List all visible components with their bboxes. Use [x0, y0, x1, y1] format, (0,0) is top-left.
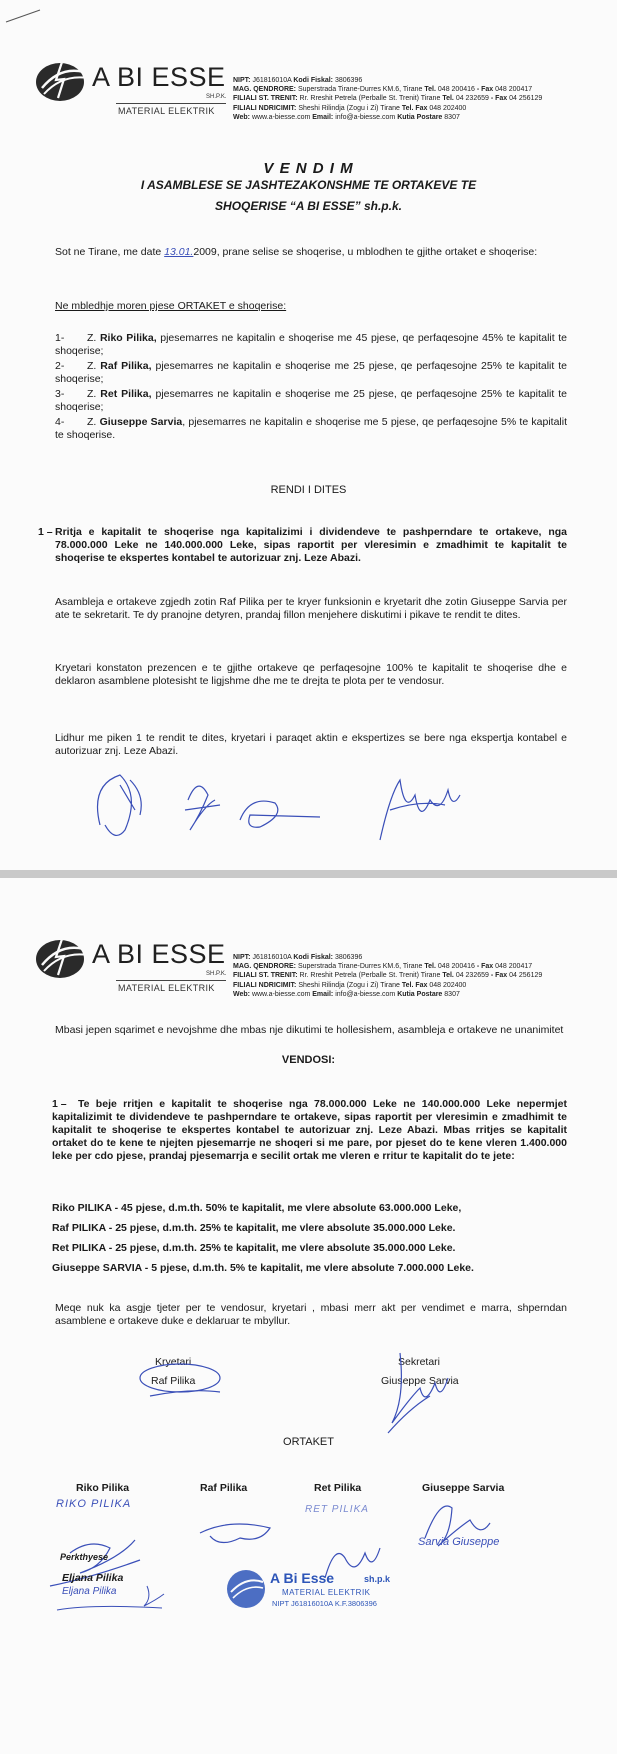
brand-shpk: SH.P.K.: [206, 94, 227, 100]
handwritten-sarvia: Sarvia Giuseppe: [418, 1536, 500, 1548]
document-subtitle-2: SHOQERISE “A BI ESSE” sh.p.k.: [215, 199, 402, 213]
decision-heading: VENDOSI:: [281, 1054, 336, 1066]
intro-paragraph: Sot ne Tirane, me date 13.01.2009, prane selise se shoqerise, u mblodhen te gjithe ortaket e shoqerise:: [55, 246, 538, 258]
brand-shpk: SH.P.K.: [206, 971, 227, 977]
partner-name: Riko Pilika: [76, 1482, 130, 1494]
share-row: Ret PILIKA - 25 pjese, d.m.th. 25% te kapitalit, me vlere absolute 35.000.000 Leke.: [52, 1242, 456, 1254]
stamp-subtitle: MATERIAL ELEKTRIK: [282, 1588, 371, 1597]
stamp-nipt: NIPT J61816010A K.F.3806396: [272, 1599, 377, 1608]
partner-name: Giuseppe Sarvia: [422, 1482, 505, 1494]
chair-name: Raf Pilika: [151, 1375, 196, 1387]
signatures-page-1: [80, 755, 500, 850]
handwritten-ret: RET PILIKA: [305, 1504, 369, 1515]
translator-signature: [52, 1578, 172, 1618]
document-subtitle-1: I ASAMBLESE SE JASHTEZAKONSHME TE ORTAKEVE TE: [140, 178, 477, 192]
handwritten-eljana: Eljana Pilika: [62, 1586, 117, 1597]
share-row: Giuseppe SARVIA - 5 pjese, d.m.th. 5% te kapitalit, me vlere absolute 7.000.000 Leke.: [52, 1262, 474, 1274]
stamp-brand: A Bi Esse: [270, 1570, 335, 1586]
brand-name: A BI ESSE: [92, 939, 226, 969]
agenda-item: Rritja e kapitalit te shoqerise nga kapitalizimi i dividendeve te pashperndare te ortakeve, nga 78.000.000 Leke ne 140.000.000 Leke, sipas raportit per vleresimin e zmadhimit te kapitalit te shoqerise te ekspertes kontabel te autorizuar znj. Leze Abazi.: [55, 526, 567, 564]
translator-name: Eljana Pilika: [62, 1572, 124, 1584]
participant-item: 1- Z. Riko Pilika, pjesemarres ne kapitalin e shoqerise me 45 pjese, qe perfaqesojne 45% te kapitalit te shoqerise;: [55, 332, 568, 357]
handwritten-riko: RIKO PILIKA: [56, 1498, 132, 1510]
chair-secretary-signatures: [130, 1348, 490, 1448]
paragraph-quorum: Kryetari konstaton prezencen e te gjithe ortakeve qe perfaqesojne 100% te kapitalit te shoqerise dhe e deklaron asamblene plotesisht te ligjshme dhe me te drejta te plota per te vendosur.: [55, 662, 567, 687]
secretary-title: Sekretari: [398, 1356, 441, 1368]
company-contacts: NIPT: J61816010A Kodi Fiskal: 3806396 MAG. QENDRORE: Superstrada Tirane-Durres KM.6, Tirane Tel. 048 200416 - Fax 048 200417 FILIALI ST. TRENIT: Rr. Rreshit Petrela (Perballe St. Trenit) Tirane Tel. 04 232659 - Fax 04 256129 FILIALI NDRICIMIT: Sheshi Rilindja (Zogu i Zi) Tirane Tel. Fax 048 202400 Web: www.a-biesse.com Email: info@a-biesse.com Kutia Postare 8307: [233, 77, 543, 121]
secretary-name: Giuseppe Sarvia: [381, 1375, 459, 1387]
share-row: Riko PILIKA - 45 pjese, d.m.th. 50% te kapitalit, me vlere absolute 63.000.000 Leke,: [52, 1202, 462, 1214]
participants-heading: Ne mbledhje moren pjese ORTAKET e shoqerise:: [55, 300, 287, 312]
brand-subtitle: MATERIAL ELEKTRIK: [118, 983, 215, 993]
brand-subtitle: MATERIAL ELEKTRIK: [118, 106, 215, 116]
pen-mark: [4, 6, 44, 26]
decision-intro: Mbasi jepen sqarimet e nevojshme dhe mbas nje dikutimi te hollesishem, asambleja e ortakeve ne unanimitet: [55, 1024, 564, 1036]
stamp-logo-icon: [225, 1568, 267, 1610]
agenda-number: 1 –: [38, 526, 53, 538]
stamp-shpk: sh.p.k: [364, 1574, 391, 1584]
participant-item: 3- Z. Ret Pilika, pjesemarres ne kapitalin e shoqerise me 25 pjese, qe perfaqesojne 25% te kapitalit te shoqerise;: [55, 388, 567, 413]
brand-name: A BI ESSE: [92, 62, 226, 92]
handwritten-date: 13.01.: [164, 246, 194, 258]
brand-divider: [116, 980, 226, 981]
chair-title: Kryetari: [155, 1356, 192, 1368]
decision-number: 1 –: [52, 1098, 67, 1110]
brand-divider: [116, 103, 226, 104]
agenda-heading: RENDI I DITES: [270, 484, 347, 496]
share-row: Raf PILIKA - 25 pjese, d.m.th. 25% te kapitalit, me vlere absolute 35.000.000 Leke.: [52, 1222, 456, 1234]
document-title: V E N D I M: [263, 160, 354, 177]
translator-label: Perkthyese: [60, 1552, 109, 1562]
company-contacts: NIPT: J61816010A Kodi Fiskal: 3806396 MAG. QENDRORE: Superstrada Tirane-Durres KM.6, Tirane Tel. 048 200416 - Fax 048 200417 FILIALI ST. TRENIT: Rr. Rreshit Petrela (Perballe St. Trenit) Tirane Tel. 04 232659 - Fax 04 256129 FILIALI NDRICIMIT: Sheshi Rilindja (Zogu i Zi) Tirane Tel. Fax 048 202400 Web: www.a-biesse.com Email: info@a-biesse.com Kutia Postare 8307: [233, 954, 543, 998]
decision-text: Te beje rritjen e kapitalit te shoqerise nga 78.000.000 Leke ne 140.000.000 Leke nepermjet kapitalizimit te dividendeve te pashperndare te ortakeve, sipas raportit per vleresimin e zmadhimit te kapitalit te shoqerise te ekspertes kontabel te autorizuar znj. Leze Abazi. Mbas rritjes se kapitalit ortaket do te kene te njejten pjesemarrje ne shoqeri si me pare, por pjeset do te kene vleren 1.400.000 leke per cdo pjese, prandaj pjesemarrja e secilit ortak me vleren e rritur te kapitalit do te jete:: [52, 1098, 567, 1162]
company-logo-icon: [34, 935, 96, 979]
participant-item: 2- Z. Raf Pilika, pjesemarres ne kapitalin e shoqerise me 25 pjese, qe perfaqesojne 25% te kapitalit te shoqerise;: [55, 360, 567, 385]
partners-heading: ORTAKET: [283, 1436, 334, 1448]
paragraph-expertise: Lidhur me piken 1 te rendit te dites, kryetari i paraqet aktin e ekspertizes se bere nga ekspertja kontabel e autorizuar znj. Leze Abazi.: [55, 732, 567, 757]
paragraph-chair-election: Asambleja e ortakeve zgjedh zotin Raf Pilika per te kryer funksionin e kryetarit dhe zotin Giuseppe Sarvia per ate te sekretarit. Te dy pranojne detyren, prandaj fillon menjehere diskutimi i pikave te rendit te dites.: [55, 596, 567, 621]
document-page-2: [0, 878, 617, 1754]
partner-name: Raf Pilika: [200, 1482, 248, 1494]
document-page-1: [0, 0, 617, 870]
company-logo-icon: [34, 58, 96, 102]
partner-name: Ret Pilika: [314, 1482, 362, 1494]
participant-item: 4- Z. Giuseppe Sarvia, pjesemarres ne kapitalin e shoqerise me 5 pjese, qe perfaqesojne 5% te kapitalit te shoqerise.: [55, 416, 567, 441]
closing-paragraph: Meqe nuk ka asgje tjeter per te vendosur, kryetari , mbasi merr akt per vendimet e marra, shperndan asamblene e ortakeve duke e deklaruar te mbyllur.: [55, 1302, 567, 1327]
